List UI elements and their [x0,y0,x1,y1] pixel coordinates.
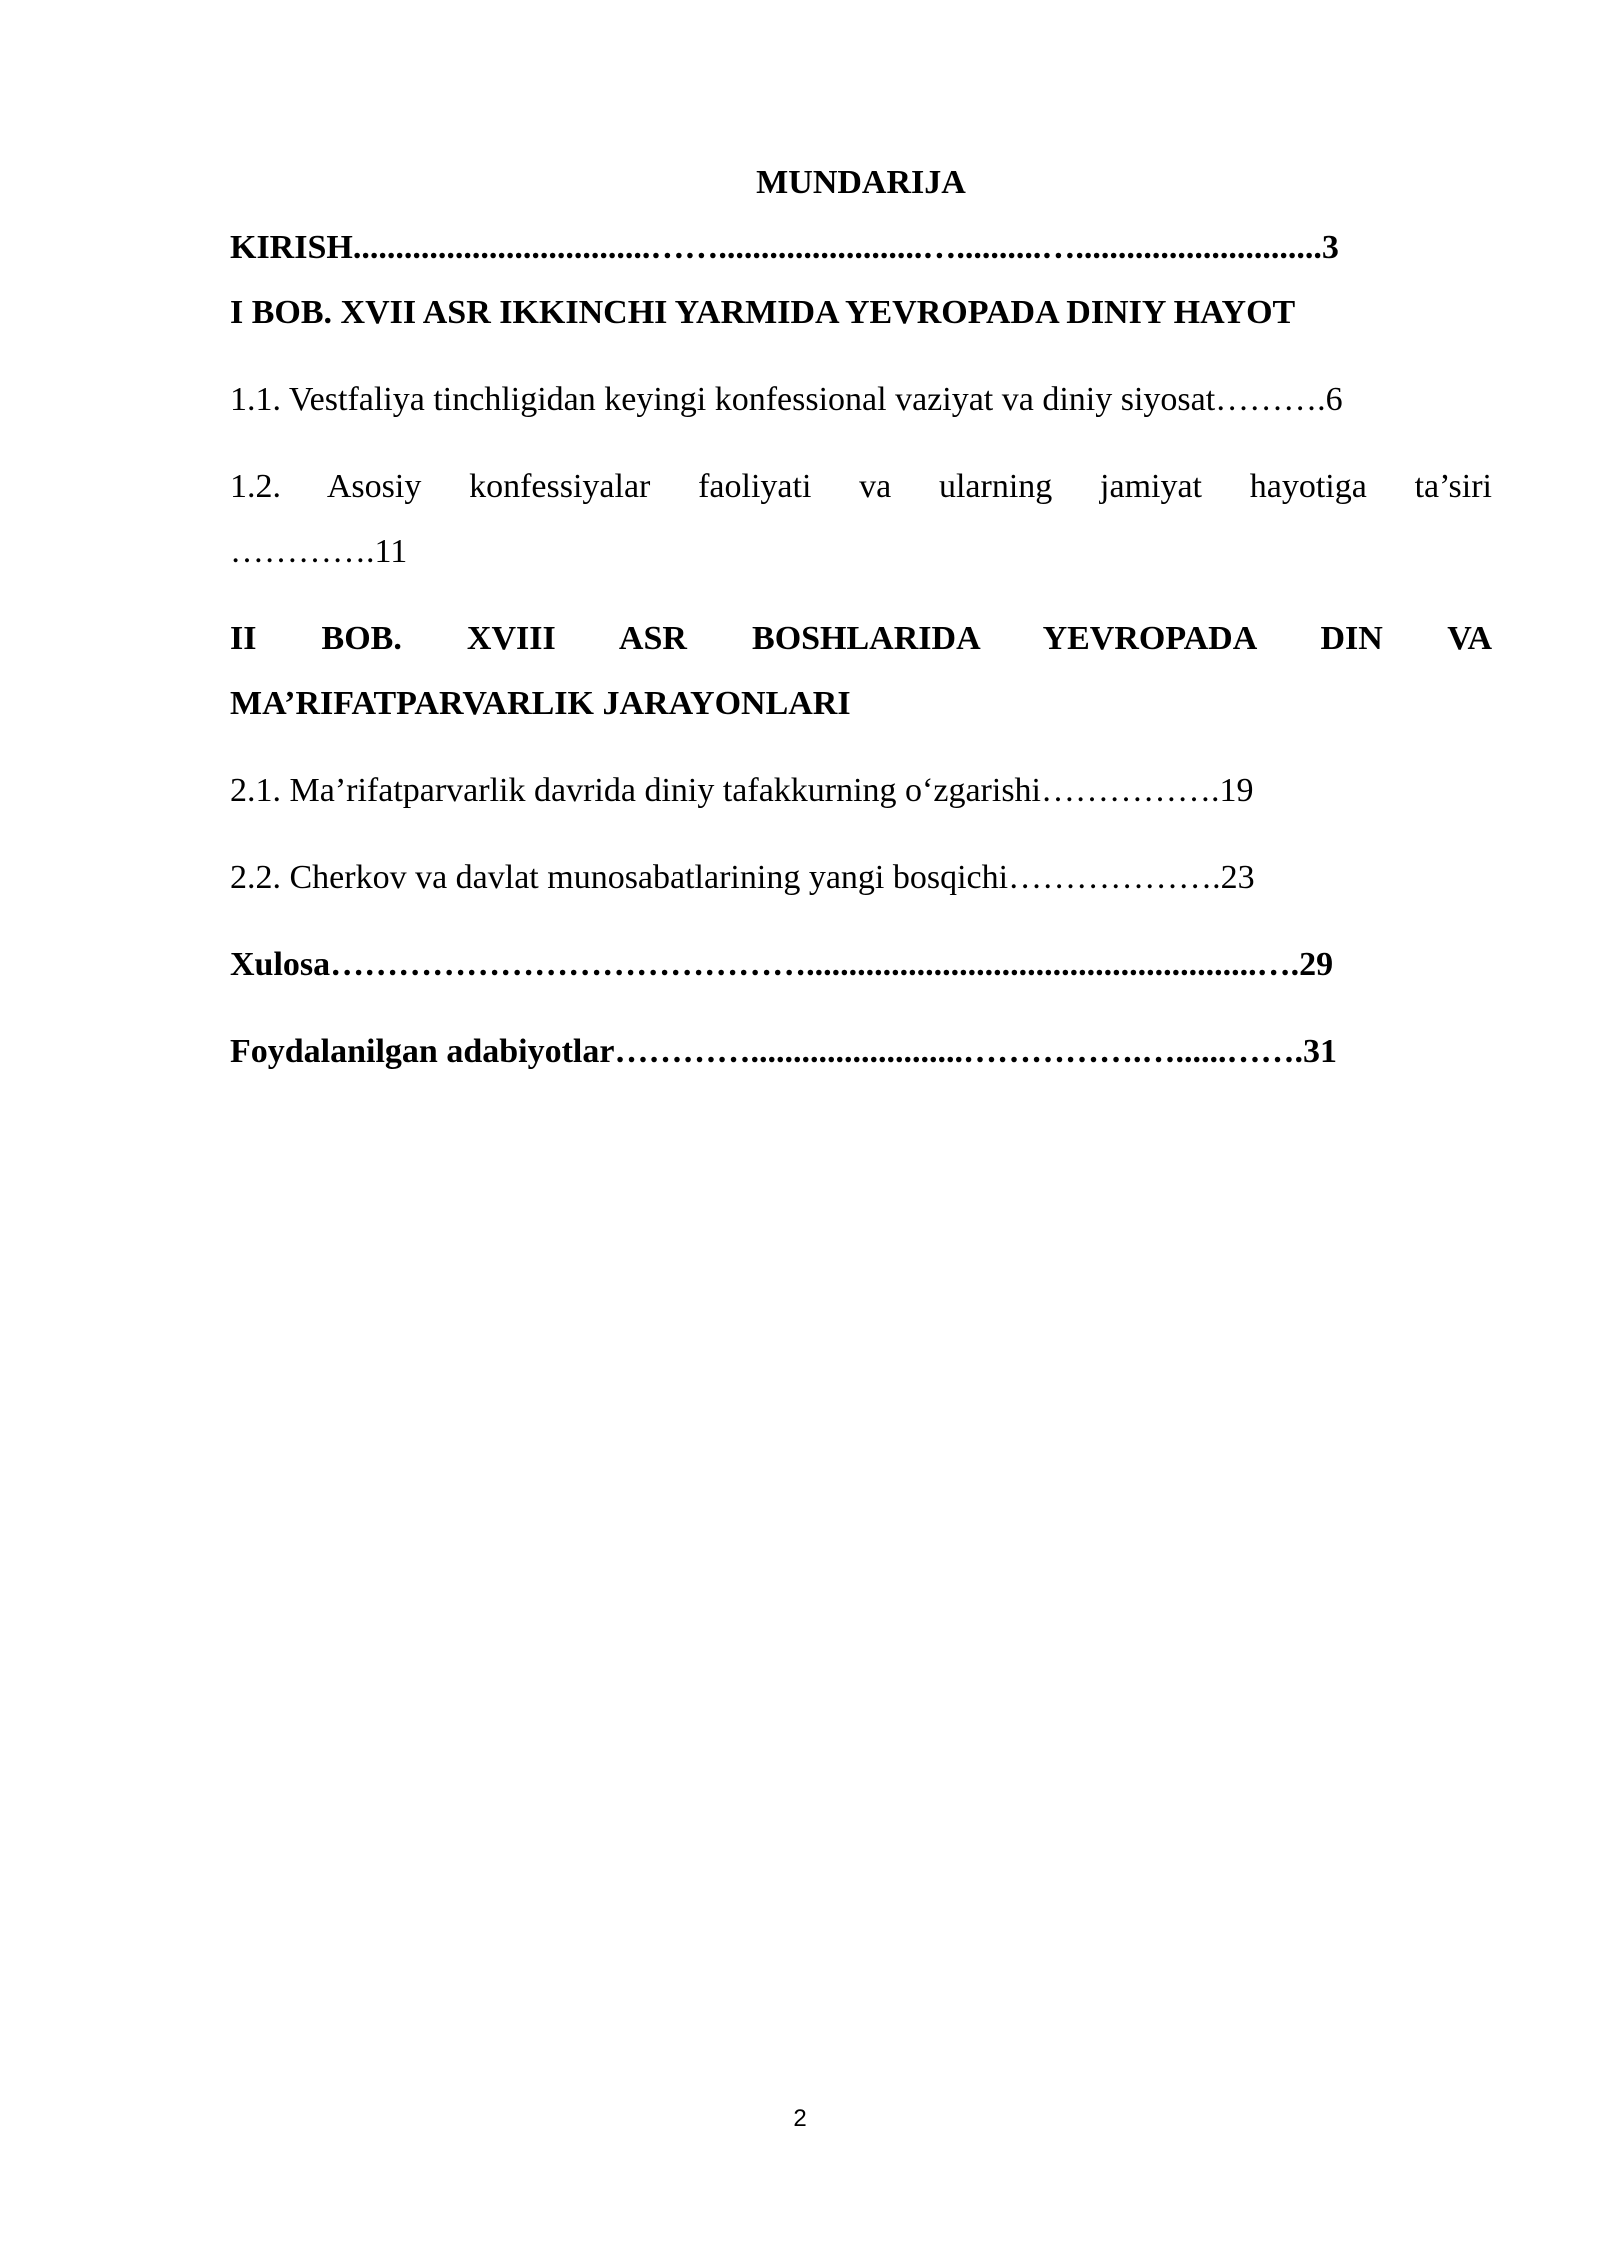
toc-entry-adabiyotlar: Foydalanilgan adabiyotlar………….........................…………….…......…….31 [230,1033,1337,1070]
toc-title: MUNDARIJA [756,164,966,201]
toc-chapter-2-heading-line2: MA’RIFATPARVARLIK JARAYONLARI [230,685,851,722]
table-of-contents [230,150,1492,1084]
toc-entry-kirish: KIRISH...................................……........................…..........….............................3 [230,229,1339,266]
toc-entry-xulosa: Xulosa…………………………………….....................................................….29 [230,946,1334,983]
toc-entry-1-2-line1: 1.2. Asosiy konfessiyalar faoliyati va ularning jamiyat hayotiga ta’siri [230,468,1492,505]
toc-entry-1-1: 1.1. Vestfaliya tinchligidan keyingi konfessional vaziyat va diniy siyosat……….6 [230,381,1343,418]
page-number: 2 [793,2105,807,2132]
toc-entry-2-1: 2.1. Ma’rifatparvarlik davrida diniy tafakkurning o‘zgarishi…………….19 [230,772,1254,809]
toc-chapter-1-heading: I BOB. XVII ASR IKKINCHI YARMIDA YEVROPADA DINIY HAYOT [230,294,1296,331]
toc-entry-2-2: 2.2. Cherkov va davlat munosabatlarining yangi bosqichi……………….23 [230,859,1255,896]
toc-chapter-2-heading-line1: II BOB. XVIII ASR BOSHLARIDA YEVROPADA DIN VA [230,620,1492,657]
toc-entry-1-2-line2: ………….11 [230,533,408,570]
